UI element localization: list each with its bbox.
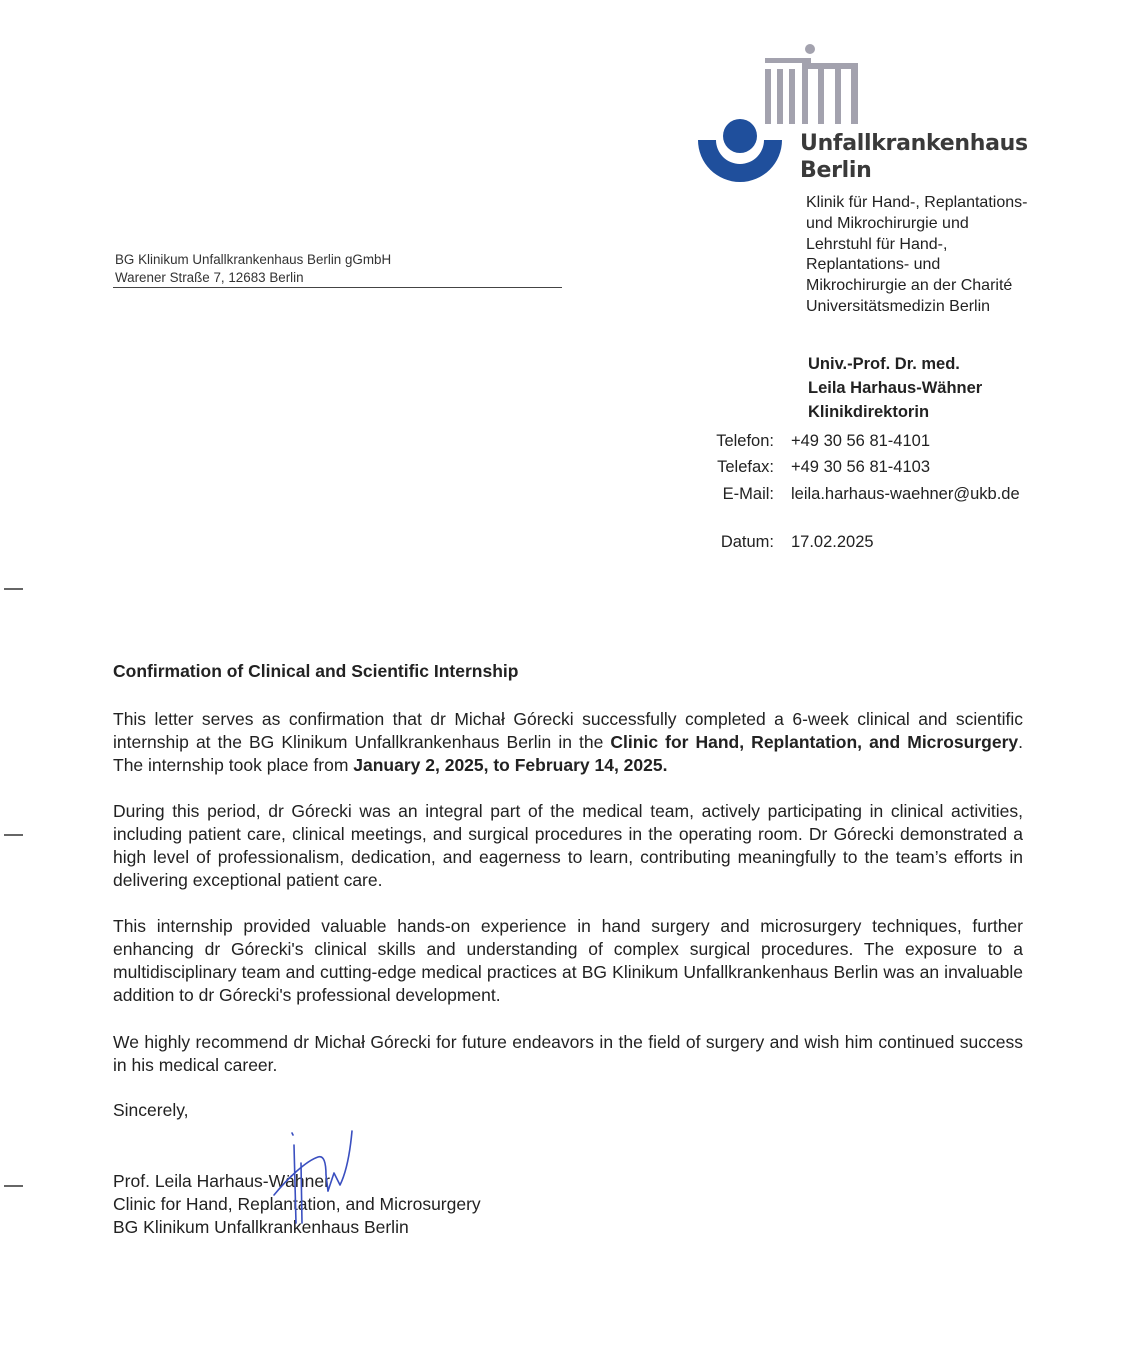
director-title: Univ.-Prof. Dr. med. [808,355,960,373]
phone-value: +49 30 56 81-4101 [791,431,931,450]
signer-name: Prof. Leila Harhaus-Wähner [113,1171,330,1191]
email-value: leila.harhaus-waehner@ukb.de [791,484,1020,503]
brand-name [800,130,1028,184]
paragraph-3: This internship provided valuable hands-on experience in hand surgery and microsurgery techniques, further enhancing dr Górecki's clinical skills and understanding of complex surgical procedures. The exposure to a multidisciplinary team and cutting-edge medical practices at BG Klinikum Unfallkrankenhaus Berlin was an invaluable addition to dr Górecki's professional development. [113,916,1023,1005]
brand-line-2: Berlin [800,158,872,183]
contact-row-email [700,481,1020,508]
return-address-line-1: BG Klinikum Unfallkrankenhaus Berlin gGmbH [115,252,392,267]
director-role: Klinikdirektorin [808,403,930,421]
department-line: Lehrstuhl für Hand-, [806,235,948,253]
fax-label: Telefax: [717,458,774,477]
contact-row-phone [700,428,1020,455]
director-block [808,352,982,424]
brand-line-1: Unfallkrankenhaus [800,131,1028,156]
department-line: Universitätsmedizin Berlin [806,297,991,315]
return-address [115,251,391,287]
handwritten-signature [268,1123,368,1228]
email-label: E-Mail: [722,484,774,503]
date-value: 17.02.2025 [791,532,874,551]
clinic-name-bold: Clinic for Hand, Replantation, and Microsurgery [610,732,1019,752]
department-line: Replantations- und [806,256,941,274]
return-address-divider [113,287,562,288]
paragraph-2: During this period, dr Górecki was an integral part of the medical team, actively participating in clinical activities, including patient care, clinical meetings, and surgical procedures in the operating room. Dr Górecki demonstrated a high level of professionalism, dedication, and eagerness to learn, contributing meaningfully to the team’s efforts in delivering exceptional patient care. [113,801,1023,890]
signer-organization: BG Klinikum Unfallkrankenhaus Berlin [113,1217,409,1237]
department-line: Klinik für Hand-, Replantations- [806,194,1028,211]
director-name: Leila Harhaus-Wähner [808,379,983,397]
date-row [700,529,874,555]
punch-mark [4,834,23,836]
paragraph-1 [113,708,1023,777]
return-address-line-2: Warener Straße 7, 12683 Berlin [115,270,304,285]
letter-subject: Confirmation of Clinical and Scientific Internship [113,661,519,681]
internship-dates-bold: January 2, 2025, to February 14, 2025. [353,755,668,775]
contact-row-fax [700,455,1020,482]
paragraph-4: We highly recommend dr Michał Górecki for future endeavors in the field of surgery and wish him continued success in his medical career. [113,1032,1023,1075]
department-block [806,193,1076,318]
closing: Sincerely, [113,1100,189,1120]
department-line: Mikrochirurgie an der Charité [806,277,1013,295]
paragraph-1-text: . The internship took place from [113,732,1023,775]
date-label: Datum: [720,532,774,551]
signer-department: Clinic for Hand, Replantation, and Microsurgery [113,1194,481,1214]
department-line: und Mikrochirurgie und [806,214,969,232]
phone-label: Telefon: [716,431,774,450]
paragraph-1-text: This letter serves as confirmation that dr Michał Górecki successfully completed a 6-week clinical and scientific internship at the BG Klinikum Unfallkrankenhaus Berlin in the [113,709,1023,752]
fold-mark [4,1185,23,1187]
fold-mark [4,588,23,590]
contact-table [700,428,1020,508]
fax-value: +49 30 56 81-4103 [791,458,931,477]
signature-icon [268,1123,368,1228]
